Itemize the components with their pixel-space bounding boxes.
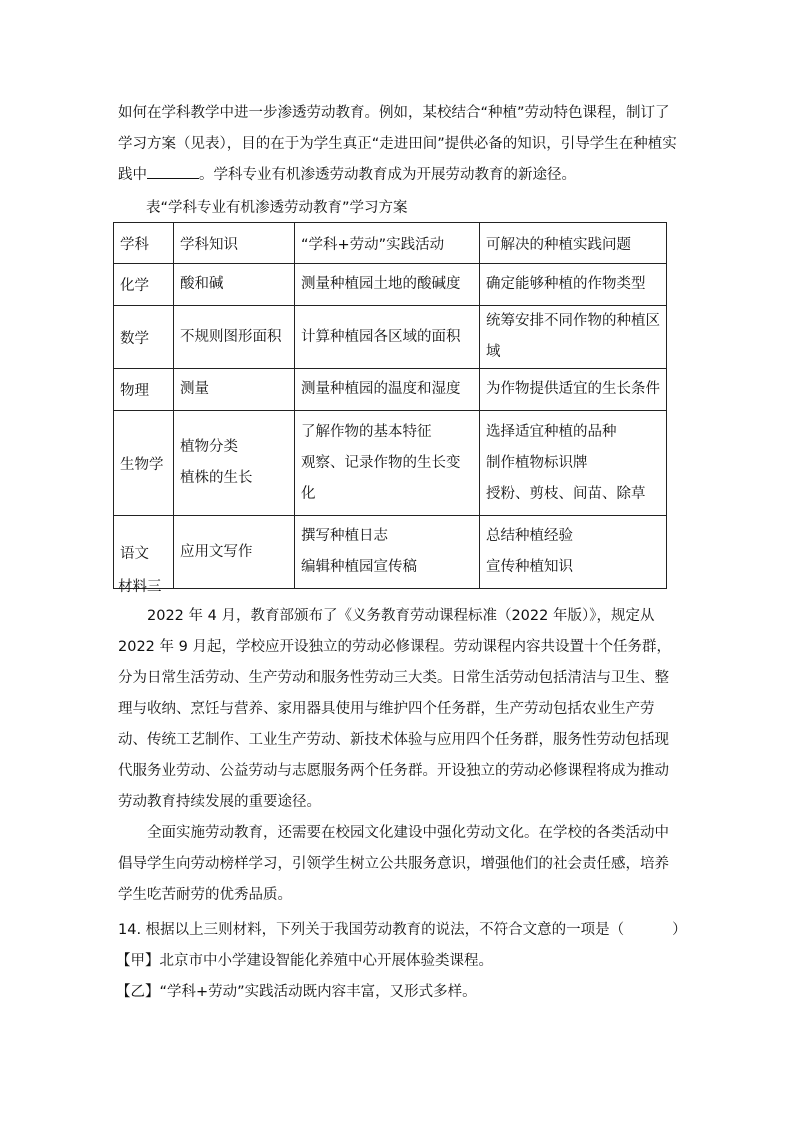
cell-subject: 生物学 [114,411,174,516]
option-label: 【甲】 [116,953,160,969]
intro-line-2: 学习方案（见表），目的在于为学生真正“走进田间”提供必备的知识，引导学生在种植实 [118,136,677,152]
cell-problem: 选择适宜种植的品种 制作植物标识牌 授粉、剪枝、间苗、除草 [480,411,667,516]
intro-line-3-post: 。学科专业有机渗透劳动教育成为开展劳动教育的新途径。 [199,167,576,183]
table-row [114,411,667,516]
material-three-paragraph-1: 2022 年 4 月，教育部颁布了《义务教育劳动课程标准（2022 年版）》，规定从 2022 年 9 月起，学校应开设独立的劳动必修课程。劳动课程内容共设置十个任务群，分为日常生活劳动、生产劳动和服务性劳动三大类。日常生活劳动包括清洁与卫生、整理与收纳、烹饪与营养、家用器具使用与维护四个任务群，生产劳动包括农业生产劳动、传统工艺制作、工业生产劳动、新技术体验与应用四个任务群，服务性劳动包括现代服务业劳动、公益劳动与志愿服务两个任务群。开设独立的劳动必修课程将成为推动劳动教育持续发展的重要途径。 [118,608,671,810]
table-caption: 表“学科专业有机渗透劳动教育”学习方案 [146,200,408,216]
cell-knowledge: 植物分类 植株的生长 [174,411,295,516]
answer-blank[interactable] [147,164,199,179]
material-three-title: 材料三 [118,579,162,595]
intro-line-1: 如何在学科教学中进一步渗透劳动教育。例如，某校结合“种植”劳动特色课程，制订了 [118,105,670,121]
table-row [114,516,667,589]
option-jia [116,949,493,970]
cell-problem: 统筹安排不同作物的种植区域 [480,306,667,369]
material-three-paragraph-2: 全面实施劳动教育，还需要在校园文化建设中强化劳动文化。在学校的各类活动中倡导学生向劳动榜样学习，引领学生树立公共服务意识，增强他们的社会责任感，培养学生吃苦耐劳的优秀品质。 [118,825,669,903]
question-14-stem: 14. 根据以上三则材料，下列关于我国劳动教育的说法，不符合文意的一项是（ ） [118,922,687,938]
cell-problem: 确定能够种植的作物类型 [480,264,667,306]
cell-problem: 总结种植经验 宣传种植知识 [480,516,667,589]
cell-knowledge: 应用文写作 [174,516,295,589]
cell-knowledge: 酸和碱 [174,264,295,306]
header-activity: “学科+劳动”实践活动 [295,223,480,264]
cell-activity: 撰写种植日志 编辑种植园宣传稿 [295,516,480,589]
cell-problem: 为作物提供适宜的生长条件 [480,369,667,411]
header-problem: 可解决的种植实践问题 [480,223,667,264]
cell-activity: 了解作物的基本特征 观察、记录作物的生长变化 [295,411,480,516]
table-row [114,306,667,369]
intro-line-3 [118,163,576,184]
cell-activity: 测量种植园土地的酸碱度 [295,264,480,306]
header-knowledge: 学科知识 [174,223,295,264]
cell-subject: 化学 [114,264,174,306]
option-text: 北京市中小学建设智能化养殖中心开展体验类课程。 [159,953,493,969]
cell-subject: 语文 [114,516,174,589]
table-row [114,264,667,306]
cell-knowledge: 测量 [174,369,295,411]
intro-line-3-pre: 践中 [118,167,147,183]
option-yi [116,980,477,1001]
option-text: “学科+劳动”实践活动既内容丰富，又形式多样。 [159,984,477,1000]
cell-knowledge: 不规则图形面积 [174,306,295,369]
table-row [114,369,667,411]
cell-subject: 物理 [114,369,174,411]
cell-activity: 计算种植园各区域的面积 [295,306,480,369]
cell-activity: 测量种植园的温度和湿度 [295,369,480,411]
table-header-row [114,223,667,264]
header-subject: 学科 [114,223,174,264]
cell-subject: 数学 [114,306,174,369]
study-plan-table [113,222,667,589]
option-label: 【乙】 [116,984,160,1000]
